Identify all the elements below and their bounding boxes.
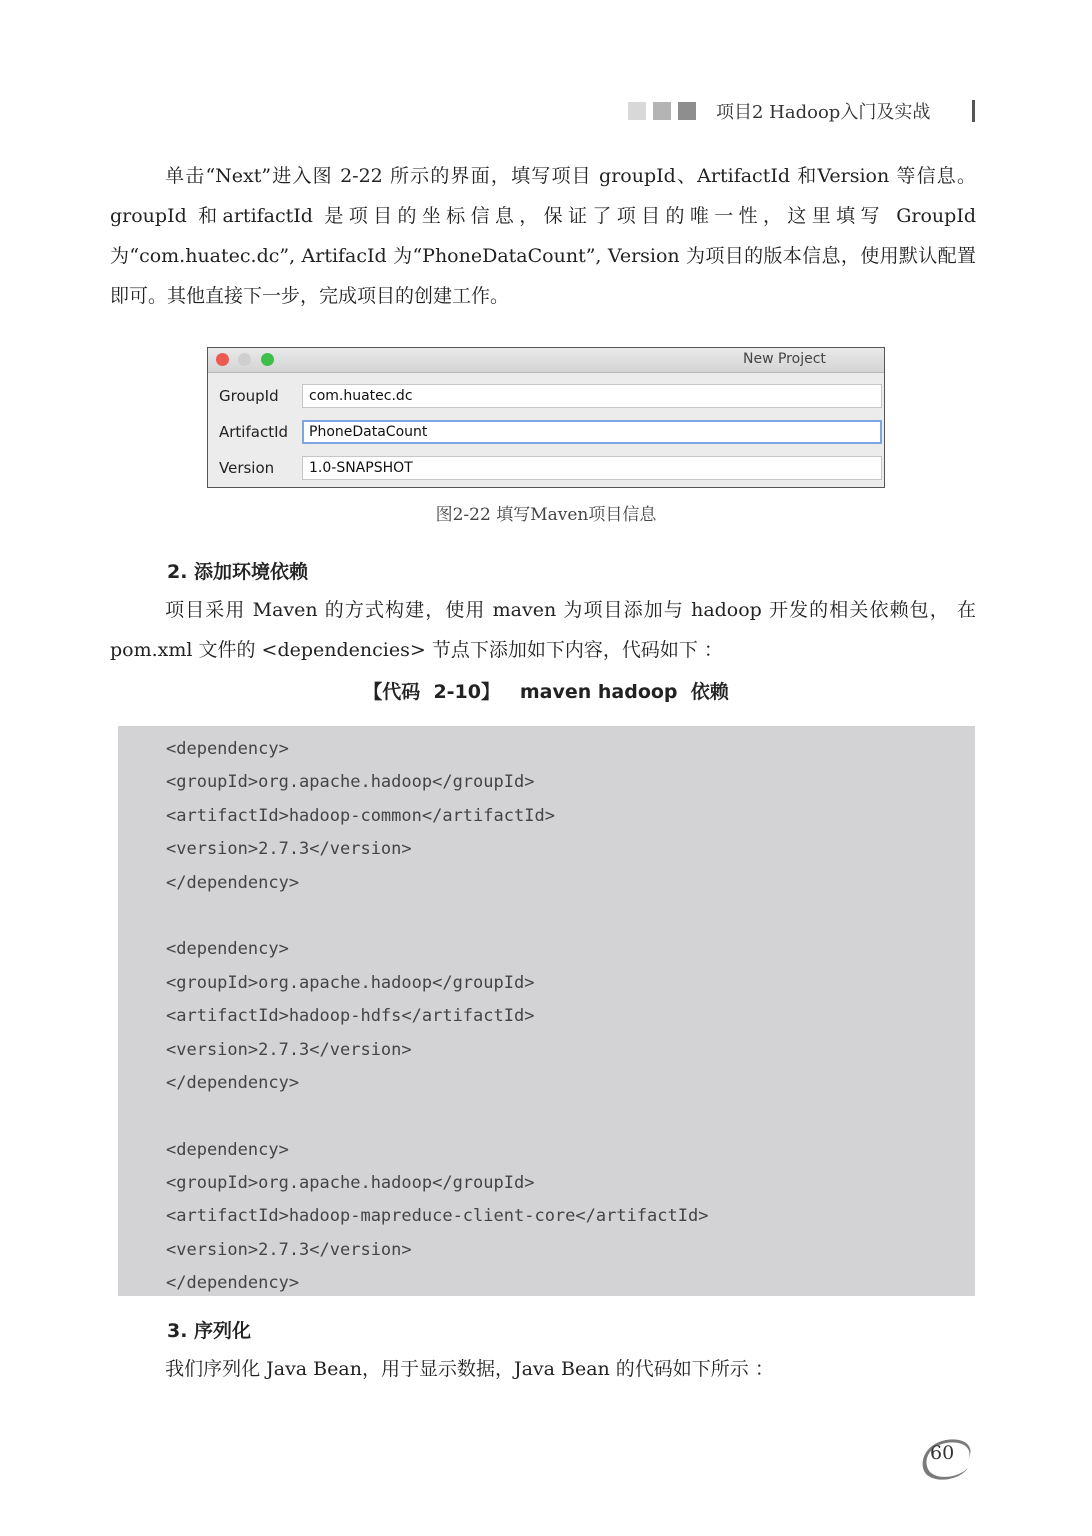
artifactid-input[interactable]: PhoneDataCount	[302, 420, 882, 444]
code-line: <artifactId>hadoop-hdfs</artifactId>	[166, 1006, 535, 1027]
page-number: 60	[930, 1442, 955, 1464]
code-line: <dependency>	[166, 939, 289, 960]
figure-caption: 图2-22 填写Maven项目信息	[435, 505, 657, 525]
version-label: Version	[219, 459, 275, 477]
code-line: </dependency>	[166, 872, 300, 893]
intro-paragraph: 单击“Next”进入图 2-22 所示的界面，填写项目 groupId、ArtifactId 和Version 等信息。groupId 和artifactId 是项目的坐标信息，保证了项目的唯一性，这里填写 GroupId 为“com.huatec.dc”, ArtifacId 为“PhoneDataCount”, Version 为项目的版本信息，使用默认配置即可。其他直接下一步，完成项目的创建工作。	[110, 165, 976, 307]
code-line: <dependency>	[166, 1139, 289, 1160]
code-line: <version>2.7.3</version>	[166, 839, 412, 860]
section-3-paragraph: 我们序列化 Java Bean，用于显示数据，Java Bean 的代码如下所示 ：	[165, 1358, 774, 1380]
code-line: </dependency>	[166, 1273, 300, 1294]
groupid-input[interactable]: com.huatec.dc	[302, 384, 882, 408]
code-line: <version>2.7.3</version>	[166, 1039, 412, 1060]
section-3-heading: 3. 序列化	[167, 1320, 252, 1342]
dialog-title: New Project	[743, 351, 826, 367]
version-input[interactable]: 1.0-SNAPSHOT	[302, 456, 882, 480]
artifactid-label: ArtifactId	[219, 423, 289, 441]
groupid-row	[208, 384, 886, 410]
maximize-window-icon[interactable]	[261, 353, 274, 366]
code-line: </dependency>	[166, 1072, 300, 1093]
close-window-icon[interactable]	[216, 353, 229, 366]
running-header	[628, 96, 984, 128]
header-square-mid	[653, 102, 671, 120]
code-listing-title: 【代码 2-10】 maven hadoop 依赖	[363, 681, 729, 703]
minimize-window-icon[interactable]	[238, 353, 251, 366]
artifactid-row	[208, 420, 886, 446]
header-bar	[972, 100, 975, 122]
code-line: <groupId>org.apache.hadoop</groupId>	[166, 1173, 535, 1194]
code-line	[166, 1100, 708, 1133]
section-2-heading: 2. 添加环境依赖	[167, 561, 309, 583]
code-line: <groupId>org.apache.hadoop</groupId>	[166, 972, 535, 993]
header-square-dark	[678, 102, 696, 120]
groupid-label: GroupId	[219, 387, 279, 405]
code-line	[166, 900, 708, 933]
section-2-paragraph: 项目采用 Maven 的方式构建，使用 maven 为项目添加与 hadoop 开发的相关依赖包， 在 pom.xml 文件的 <dependencies> 节点下添加如下内容，代码如下 ：	[110, 599, 976, 661]
code-block	[118, 726, 975, 1296]
code-line: <dependency>	[166, 739, 289, 759]
header-title: 项目2 Hadoop入门及实战	[716, 102, 931, 123]
code-line: <version>2.7.3</version>	[166, 1239, 412, 1260]
code-lines	[166, 733, 708, 1301]
header-square-light	[628, 102, 646, 120]
code-line: <artifactId>hadoop-common</artifactId>	[166, 805, 555, 826]
page-number-badge	[916, 1434, 976, 1484]
code-line: <artifactId>hadoop-mapreduce-client-core</artifactId>	[166, 1206, 709, 1227]
code-line: <groupId>org.apache.hadoop</groupId>	[166, 772, 535, 793]
version-row	[208, 456, 886, 482]
new-project-dialog	[207, 347, 885, 488]
dialog-titlebar	[208, 348, 884, 373]
